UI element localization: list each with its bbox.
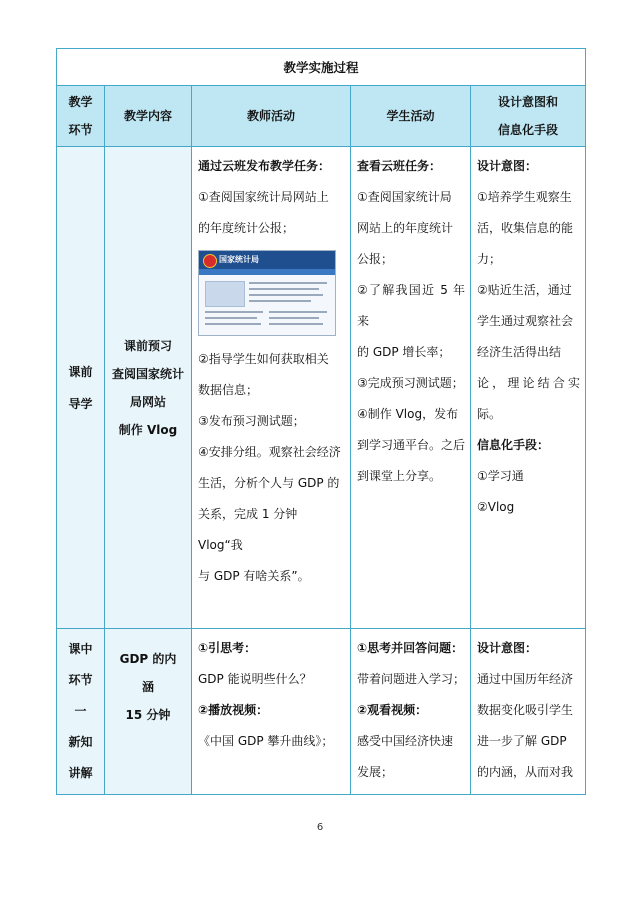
header-student: 学生活动 <box>351 86 471 147</box>
table-title: 教学实施过程 <box>57 49 586 86</box>
page-number: 6 <box>316 822 324 833</box>
stage-cell: 课前 导学 <box>57 147 105 629</box>
content-cell: 课前预习 查阅国家统计 局网站 制作 Vlog <box>105 147 192 629</box>
stats-website-screenshot: 国家统计局 <box>198 250 336 336</box>
header-stage: 教学 环节 <box>57 86 105 147</box>
table-row <box>57 147 586 629</box>
teacher-activity-cell: 通过云班发布教学任务： ①查阅国家统计局网站上 的年度统计公报； 国家统计局 ②指导学生如何获取相关 数据信息； ③发布预习测试题； ④安排分组。观察社会经济 生活，分析个人与 GDP 的 关系，完成 1 分钟 Vlog“我 与 GDP 有啥关系”。 <box>192 147 351 629</box>
content-cell: GDP 的内 涵 15 分钟 <box>105 629 192 795</box>
teacher-activity-cell: ①引思考： GDP 能说明些什么？ ②播放视频： 《中国 GDP 攀升曲线》； <box>192 629 351 795</box>
teaching-process-table <box>56 48 586 795</box>
header-design: 设计意图和 信息化手段 <box>471 86 586 147</box>
header-row <box>57 86 586 147</box>
design-intent-cell: 设计意图： ①培养学生观察生 活，收集信息的能 力； ②贴近生活，通过 学生通过观察社会 经济生活得出结 论，理论结合实际。 信息化手段： ①学习通 ②Vlog <box>471 147 586 629</box>
table-row <box>57 629 586 795</box>
header-teacher: 教师活动 <box>192 86 351 147</box>
stage-cell: 课中 环节 一 新知 讲解 <box>57 629 105 795</box>
student-activity-cell: ①思考并回答问题： 带着问题进入学习； ②观看视频： 感受中国经济快速 发展； <box>351 629 471 795</box>
header-content: 教学内容 <box>105 86 192 147</box>
national-emblem-icon <box>203 254 217 268</box>
design-intent-cell: 设计意图： 通过中国历年经济 数据变化吸引学生 进一步了解 GDP 的内涵，从而对我 <box>471 629 586 795</box>
student-activity-cell: 查看云班任务： ①查阅国家统计局 网站上的年度统计 公报； ②了解我国近 5 年来 的 GDP 增长率； ③完成预习测试题； ④制作 Vlog，发布 到学习通平台。之后 到课堂上分享。 <box>351 147 471 629</box>
